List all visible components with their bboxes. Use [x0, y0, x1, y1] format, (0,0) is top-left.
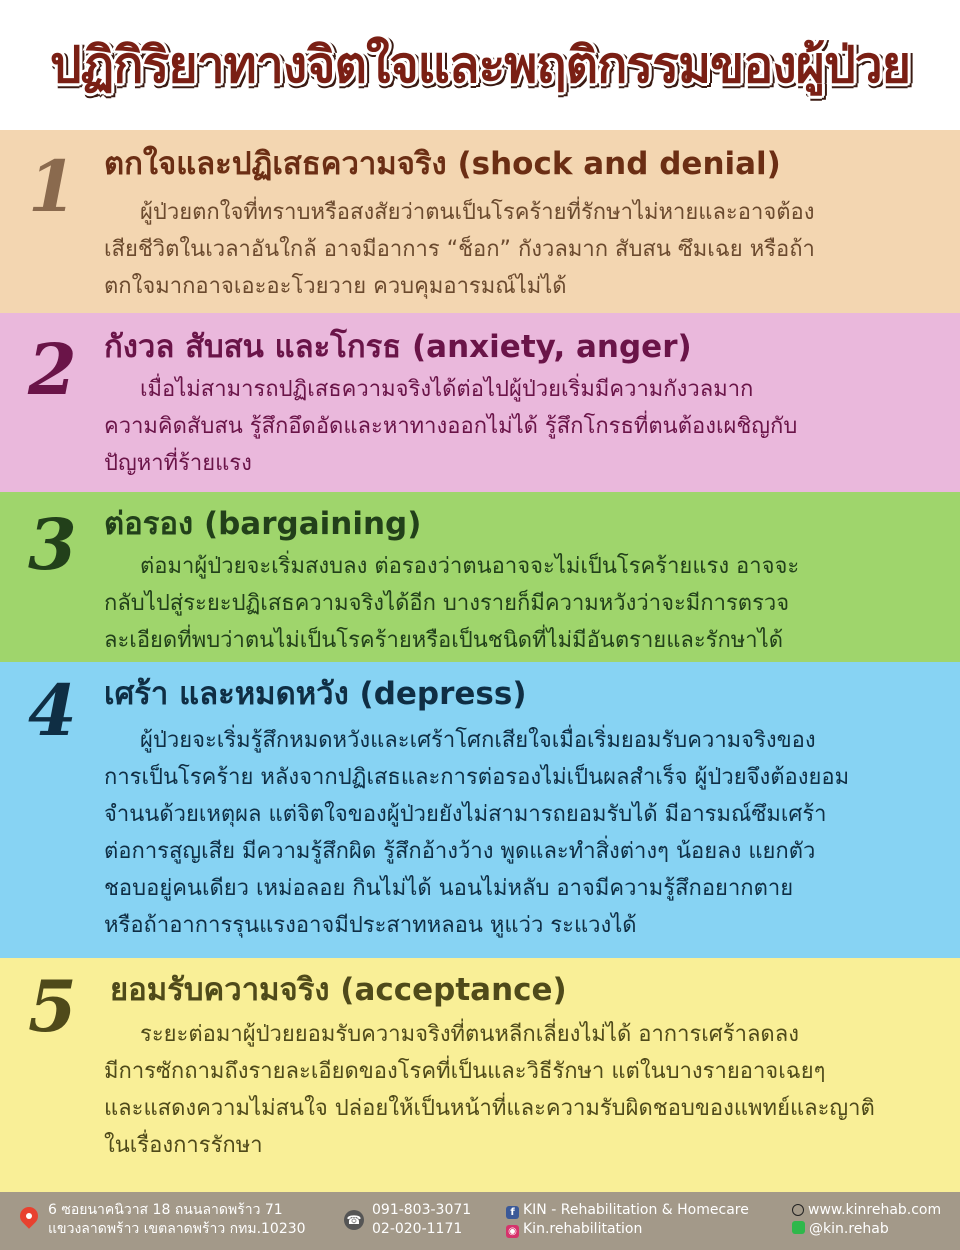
web-block — [792, 1201, 941, 1239]
section-heading: กังวล สับสน และโกรธ (anxiety, anger) — [104, 329, 692, 365]
instagram-link[interactable] — [506, 1220, 749, 1239]
body-line: กลับไปสู่ระยะปฏิเสธความจริงได้อีก บางรายก็มีความหวังว่าจะมีการตรวจ — [104, 591, 790, 616]
section-body — [104, 194, 934, 305]
section-body — [104, 548, 934, 659]
body-line: ละเอียดที่พบว่าตนไม่เป็นโรคร้ายหรือเป็นชนิดที่ไม่มีอันตรายและรักษาได้ — [104, 628, 784, 653]
body-line: ความคิดสับสน รู้สึกอึดอัดและหาทางออกไม่ได้ รู้สึกโกรธที่ตนต้องเผชิญกับ — [104, 414, 798, 439]
body-line: จำนนด้วยเหตุผล แต่จิตใจของผู้ป่วยยังไม่สามารถยอมรับได้ มีอารมณ์ซึมเศร้า — [104, 802, 827, 827]
section-number: 4 — [28, 669, 77, 752]
section-heading: ยอมรับความจริง (acceptance) — [110, 972, 567, 1008]
body-line: ระยะต่อมาผู้ป่วยยอมรับความจริงที่ตนหลีกเลี่ยงไม่ได้ อาการเศร้าลดลง — [140, 1022, 799, 1047]
body-line: การเป็นโรคร้าย หลังจากปฏิเสธและการต่อรองไม่เป็นผลสำเร็จ ผู้ป่วยจึงต้องยอม — [104, 765, 850, 790]
body-line: และแสดงความไม่สนใจ ปล่อยให้เป็นหน้าที่และความรับผิดชอบของแพทย์และญาติ — [104, 1096, 875, 1121]
section-acceptance — [0, 958, 960, 1192]
page-title: ปฏิกิริยาทางจิตใจและพฤติกรรมของผู้ป่วย — [49, 35, 911, 94]
phone-icon: ☎ — [344, 1210, 364, 1230]
body-line: มีการซักถามถึงรายละเอียดของโรคที่เป็นและวิธีรักษา แต่ในบางรายอาจเฉยๆ — [104, 1059, 826, 1084]
phone-number-2[interactable]: 02-020-1171 — [372, 1221, 463, 1237]
section-number: 1 — [28, 145, 77, 228]
section-body — [104, 1016, 934, 1164]
phone-block — [344, 1201, 471, 1239]
section-number: 5 — [28, 965, 77, 1048]
section-heading: ตกใจและปฏิเสธความจริง (shock and denial) — [104, 146, 781, 182]
body-line: ปัญหาที่ร้ายแรง — [104, 451, 252, 476]
address-line-2: แขวงลาดพร้าว เขตลาดพร้าว กทม.10230 — [48, 1221, 306, 1237]
body-line: ต่อมาผู้ป่วยจะเริ่มสงบลง ต่อรองว่าตนอาจจะไม่เป็นโรคร้ายแรง อาจจะ — [140, 554, 800, 579]
section-body — [104, 371, 934, 482]
social-block — [506, 1201, 749, 1239]
section-anxiety-anger — [0, 313, 960, 492]
body-line: ในเรื่องการรักษา — [104, 1133, 263, 1158]
section-number: 3 — [28, 503, 77, 586]
instagram-icon: ◉ — [506, 1225, 519, 1238]
website-label: www.kinrehab.com — [808, 1202, 942, 1218]
body-line: เสียชีวิตในเวลาอันใกล้ อาจมีอาการ “ช็อก” กังวลมาก สับสน ซึมเฉย หรือถ้า — [104, 237, 815, 262]
section-number: 2 — [28, 328, 77, 411]
section-body — [104, 722, 934, 944]
website-link[interactable] — [792, 1201, 941, 1220]
title-banner — [0, 0, 960, 130]
body-line: เมื่อไม่สามารถปฏิเสธความจริงได้ต่อไปผู้ป่วยเริ่มมีความกังวลมาก — [140, 377, 754, 402]
section-depression — [0, 662, 960, 958]
contact-footer — [0, 1192, 960, 1250]
body-line: ตกใจมากอาจเอะอะโวยวาย ควบคุมอารมณ์ไม่ได้ — [104, 274, 567, 299]
facebook-icon: f — [506, 1206, 519, 1219]
section-shock-denial — [0, 130, 960, 313]
body-line: ผู้ป่วยตกใจที่ทราบหรือสงสัยว่าตนเป็นโรคร้ายที่รักษาไม่หายและอาจต้อง — [140, 200, 815, 225]
line-link[interactable] — [792, 1220, 941, 1239]
section-heading: เศร้า และหมดหวัง (depress) — [104, 676, 527, 712]
address-line-1: 6 ซอยนาคนิวาส 18 ถนนลาดพร้าว 71 — [48, 1202, 283, 1218]
body-line: ต่อการสูญเสีย มีความรู้สึกผิด รู้สึกอ้างว้าง พูดและทำสิ่งต่างๆ น้อยลง แยกตัว — [104, 839, 816, 864]
address-block — [10, 1201, 306, 1239]
map-pin-icon — [16, 1203, 41, 1228]
line-label: @kin.rehab — [809, 1221, 889, 1237]
globe-icon — [792, 1204, 804, 1216]
facebook-label: KIN - Rehabilitation & Homecare — [523, 1202, 749, 1218]
body-line: ผู้ป่วยจะเริ่มรู้สึกหมดหวังและเศร้าโศกเสียใจเมื่อเริ่มยอมรับความจริงของ — [140, 728, 816, 753]
section-bargaining — [0, 492, 960, 662]
body-line: ชอบอยู่คนเดียว เหม่อลอย กินไม่ได้ นอนไม่หลับ อาจมีความรู้สึกอยากตาย — [104, 876, 794, 901]
section-heading: ต่อรอง (bargaining) — [104, 506, 422, 542]
instagram-label: Kin.rehabilitation — [523, 1221, 643, 1237]
phone-number-1[interactable]: 091-803-3071 — [372, 1202, 472, 1218]
facebook-link[interactable] — [506, 1201, 749, 1220]
body-line: หรือถ้าอาการรุนแรงอาจมีประสาทหลอน หูแว่ว ระแวงได้ — [104, 913, 637, 938]
line-icon — [792, 1221, 805, 1234]
